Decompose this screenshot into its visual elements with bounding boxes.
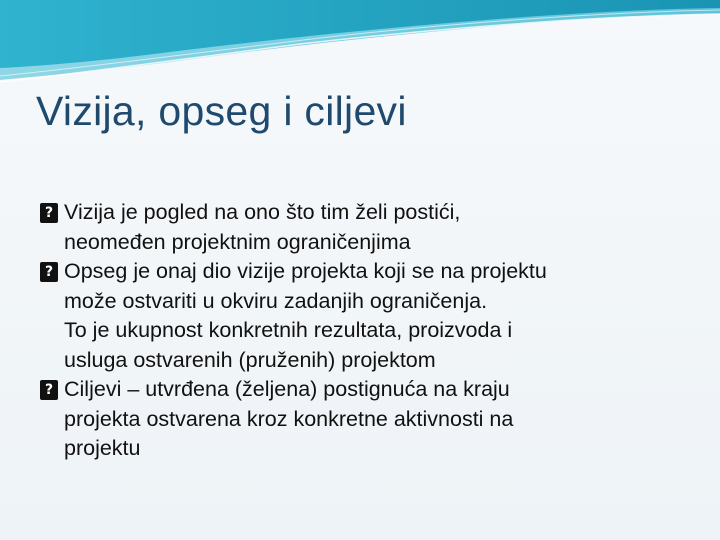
bullet-line: usluga ostvarenih (pruženih) projektom (64, 347, 436, 372)
bullet-opseg (40, 257, 710, 375)
bullet-line: projekta ostvarena kroz konkretne aktivnosti na (64, 406, 514, 431)
bullet-line: projektu (64, 436, 141, 460)
bullet-vizija (40, 198, 710, 257)
bullet-marker-icon: ? (40, 262, 58, 282)
header-wave-band (0, 0, 720, 90)
bullet-line: može ostvariti u okviru zadanjih ograničenja. (64, 288, 488, 313)
bullet-ciljevi (40, 375, 710, 464)
bullet-list (40, 198, 710, 464)
bullet-marker-icon: ? (40, 203, 58, 223)
bullet-marker-icon: ? (40, 380, 58, 400)
bullet-line: neomeđen projektnim ograničenjima (64, 229, 411, 254)
bullet-line: Opseg je onaj dio vizije projekta koji se na projektu (64, 259, 547, 283)
bullet-line: Vizija je pogled na ono što tim želi postići, (64, 200, 461, 224)
bullet-line: Ciljevi – utvrđena (željena) postignuća na kraju (64, 377, 510, 401)
bullet-line: To je ukupnost konkretnih rezultata, proizvoda i (64, 318, 513, 342)
slide-title: Vizija, opseg i ciljevi (36, 88, 407, 134)
